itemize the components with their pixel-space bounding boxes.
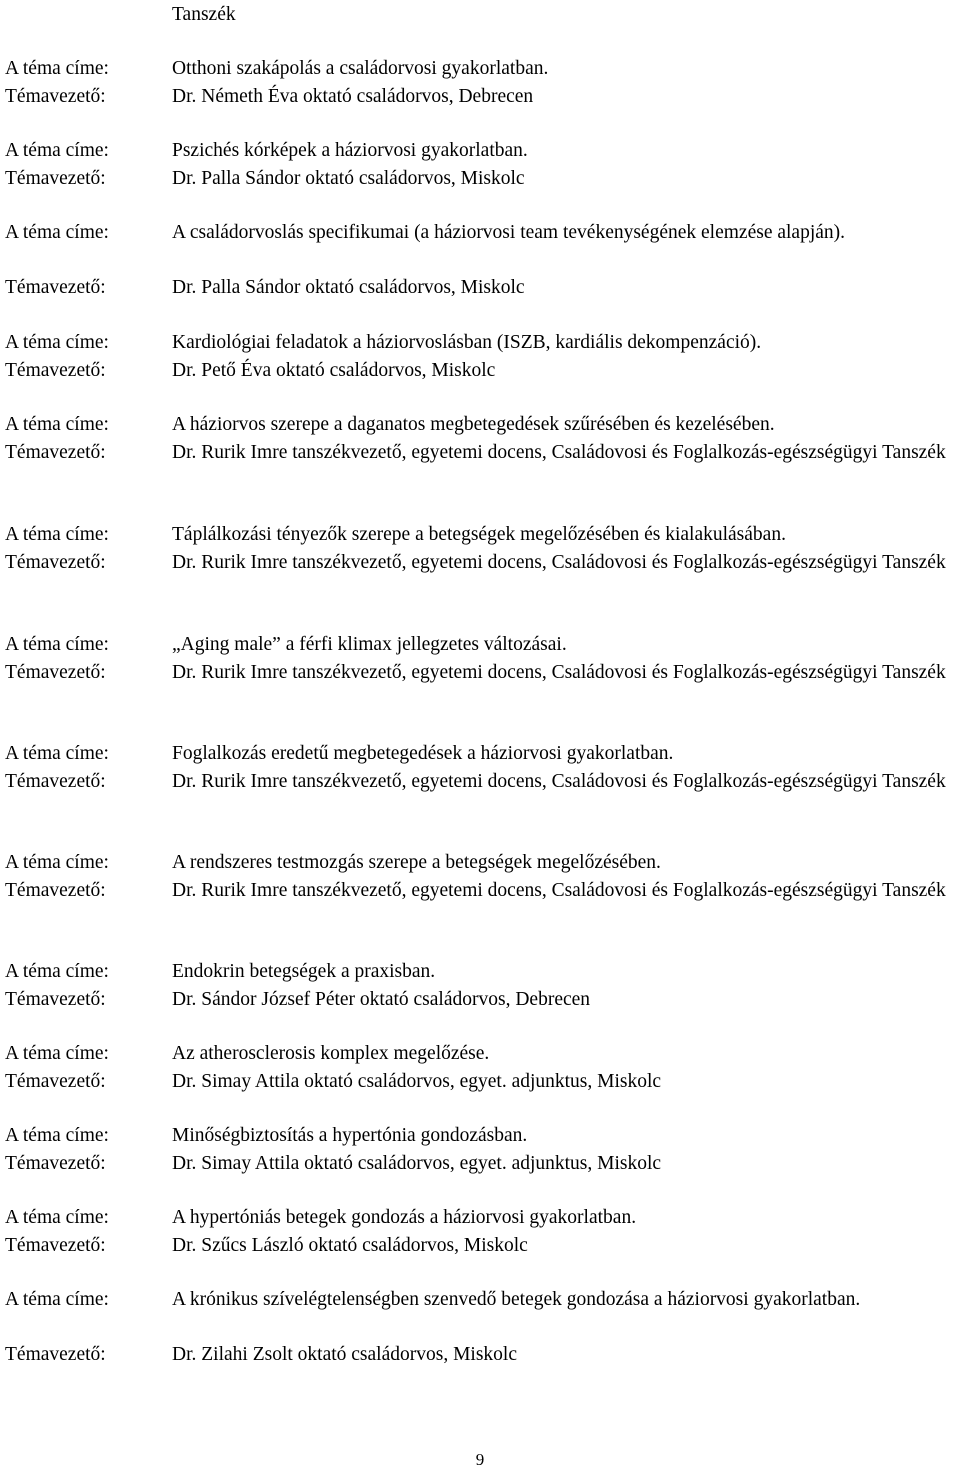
- supervisor-name: Dr. Palla Sándor oktató családorvos, Miskolc: [172, 277, 525, 298]
- topic-label: A téma címe:: [5, 1289, 109, 1310]
- topic-title: Minőségbiztosítás a hypertónia gondozásban.: [172, 1125, 528, 1146]
- thesis-entry: [0, 219, 960, 302]
- topic-title: Pszichés kórképek a háziorvosi gyakorlatban.: [172, 140, 528, 161]
- supervisor-name: Dr. Rurik Imre tanszékvezető, egyetemi docens, Családovosi és Foglalkozás-egészségügyi Tanszék: [172, 661, 946, 683]
- supervisor-name: Dr. Rurik Imre tanszékvezető, egyetemi docens, Családovosi és Foglalkozás-egészségügyi Tanszék: [172, 770, 946, 792]
- supervisor-label: Témavezető:: [5, 441, 106, 463]
- supervisor-label: Témavezető:: [5, 551, 106, 573]
- topic-title: Foglalkozás eredetű megbetegedések a háziorvosi gyakorlatban.: [172, 743, 674, 764]
- topic-title: A családorvoslás specifikumai (a háziorvosi team tevékenységének elemzése alapján).: [172, 222, 846, 243]
- thesis-entry: [0, 849, 960, 932]
- thesis-entry: [0, 55, 960, 110]
- topic-title: Kardiológiai feladatok a háziorvoslásban (ISZB, kardiális dekompenzáció).: [172, 332, 762, 353]
- supervisor-name: Dr. Rurik Imre tanszékvezető, egyetemi docens, Családovosi és Foglalkozás-egészségügyi Tanszék: [172, 441, 946, 463]
- topic-title: Az atherosclerosis komplex megelőzése.: [172, 1043, 490, 1064]
- supervisor-name: Dr. Palla Sándor oktató családorvos, Miskolc: [172, 167, 525, 189]
- topic-label: A téma címe:: [5, 1043, 109, 1064]
- topic-title: A rendszeres testmozgás szerepe a betegségek megelőzésében.: [172, 852, 661, 873]
- topic-label: A téma címe:: [5, 58, 109, 79]
- thesis-entry: [0, 521, 960, 604]
- topic-title: „Aging male” a férfi klimax jellegzetes változásai.: [172, 634, 567, 655]
- topic-label: A téma címe:: [5, 961, 109, 982]
- thesis-entry: [0, 631, 960, 714]
- supervisor-name: Dr. Rurik Imre tanszékvezető, egyetemi docens, Családovosi és Foglalkozás-egészségügyi Tanszék: [172, 879, 946, 901]
- supervisor-name: Dr. Rurik Imre tanszékvezető, egyetemi docens, Családovosi és Foglalkozás-egészségügyi Tanszék: [172, 551, 946, 573]
- thesis-entry: [0, 1204, 960, 1259]
- supervisor-label: Témavezető:: [5, 277, 106, 298]
- thesis-entry: [0, 1122, 960, 1177]
- topic-label: A téma címe:: [5, 140, 109, 161]
- thesis-entry: [0, 137, 960, 192]
- supervisor-label: Témavezető:: [5, 85, 106, 107]
- topic-title: A krónikus szívelégtelenségben szenvedő betegek gondozása a háziorvosi gyakorlatban.: [172, 1289, 861, 1310]
- topic-label: A téma címe:: [5, 222, 109, 243]
- supervisor-label: Témavezető:: [5, 879, 106, 901]
- supervisor-label: Témavezető:: [5, 359, 106, 381]
- thesis-entry: [0, 1286, 960, 1369]
- supervisor-label: Témavezető:: [5, 770, 106, 792]
- supervisor-name: Dr. Szűcs László oktató családorvos, Miskolc: [172, 1234, 528, 1256]
- supervisor-name: Dr. Sándor József Péter oktató családorvos, Debrecen: [172, 988, 591, 1010]
- topic-title: Otthoni szakápolás a családorvosi gyakorlatban.: [172, 58, 549, 79]
- thesis-entry: [0, 1040, 960, 1095]
- topic-label: A téma címe:: [5, 524, 109, 545]
- topic-title: A hypertóniás betegek gondozás a háziorvosi gyakorlatban.: [172, 1207, 637, 1228]
- supervisor-label: Témavezető:: [5, 1070, 106, 1092]
- topic-title: A háziorvos szerepe a daganatos megbetegedések szűrésében és kezelésében.: [172, 414, 775, 435]
- supervisor-label: Témavezető:: [5, 1152, 106, 1174]
- topic-label: A téma címe:: [5, 852, 109, 873]
- topic-label: A téma címe:: [5, 634, 109, 655]
- thesis-entry: [0, 329, 960, 384]
- topic-title: Endokrin betegségek a praxisban.: [172, 961, 436, 982]
- topic-label: A téma címe:: [5, 414, 109, 435]
- topic-label: A téma címe:: [5, 332, 109, 353]
- thesis-entry: [0, 740, 960, 823]
- page-number: 9: [475, 1450, 485, 1469]
- continuation-text: Tanszék: [172, 4, 236, 25]
- thesis-entry: [0, 411, 960, 494]
- topic-label: A téma címe:: [5, 743, 109, 764]
- topic-label: A téma címe:: [5, 1207, 109, 1228]
- supervisor-name: Dr. Simay Attila oktató családorvos, egyet. adjunktus, Miskolc: [172, 1152, 662, 1174]
- supervisor-label: Témavezető:: [5, 988, 106, 1010]
- supervisor-label: Témavezető:: [5, 1234, 106, 1256]
- supervisor-label: Témavezető:: [5, 661, 106, 683]
- supervisor-name: Dr. Simay Attila oktató családorvos, egyet. adjunktus, Miskolc: [172, 1070, 662, 1092]
- supervisor-label: Témavezető:: [5, 167, 106, 189]
- topic-label: A téma címe:: [5, 1125, 109, 1146]
- supervisor-name: Dr. Zilahi Zsolt oktató családorvos, Miskolc: [172, 1344, 517, 1365]
- supervisor-label: Témavezető:: [5, 1344, 106, 1365]
- thesis-entry: [0, 958, 960, 1013]
- supervisor-name: Dr. Pető Éva oktató családorvos, Miskolc: [172, 359, 496, 381]
- topic-title: Táplálkozási tényezők szerepe a betegségek megelőzésében és kialakulásában.: [172, 524, 786, 545]
- supervisor-name: Dr. Németh Éva oktató családorvos, Debrecen: [172, 85, 534, 107]
